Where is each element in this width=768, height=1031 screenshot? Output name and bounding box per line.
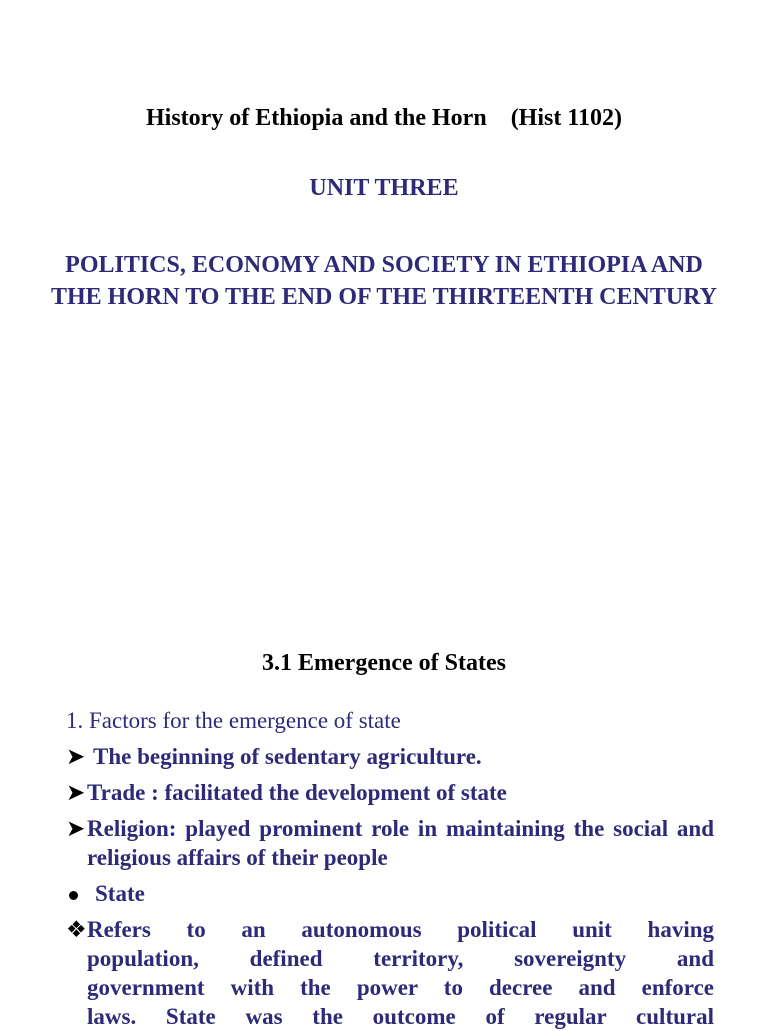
diamond-bullet-icon: ❖ xyxy=(66,917,87,942)
dot-bullet-icon xyxy=(69,891,78,900)
factors-heading-text: 1. Factors for the emergence of state xyxy=(66,708,401,733)
section-title: 3.1 Emergence of States xyxy=(262,650,506,676)
bullet-item xyxy=(66,742,714,771)
definition-item xyxy=(66,915,714,1031)
unit-heading: POLITICS, ECONOMY AND SOCIETY IN ETHIOPIA AND THE HORN TO THE END OF THE THIRTEENTH CENTURY xyxy=(50,252,718,310)
state-label: State xyxy=(95,881,145,906)
bullet-text: Religion: played prominent role in maintaining the social and religious affairs of their people xyxy=(87,816,714,870)
course-code: (Hist 1102) xyxy=(510,105,623,131)
definition-line: Refers to an autonomous political unit having xyxy=(87,917,714,942)
slide-content xyxy=(66,706,714,1031)
bullet-item xyxy=(66,778,714,807)
bullet-text: The beginning of sedentary agriculture. xyxy=(93,744,482,769)
factors-heading xyxy=(66,706,714,735)
arrow-bullet-icon: ➤ xyxy=(66,816,86,841)
course-title xyxy=(0,105,768,132)
course-title-text: History of Ethiopia and the Horn xyxy=(145,105,487,131)
unit-label: UNIT THREE xyxy=(309,175,459,201)
definition-line: population, defined territory, sovereignty and xyxy=(87,946,714,971)
bullet-text: Trade : facilitated the development of state xyxy=(87,780,507,805)
definition-line: laws. State was the outcome of regular cultural xyxy=(87,1004,714,1029)
definition-line: government with the power to decree and enforce xyxy=(87,975,714,1000)
arrow-bullet-icon: ➤ xyxy=(66,744,86,769)
bullet-item xyxy=(66,814,714,872)
state-item xyxy=(66,879,714,908)
arrow-bullet-icon: ➤ xyxy=(66,780,86,805)
